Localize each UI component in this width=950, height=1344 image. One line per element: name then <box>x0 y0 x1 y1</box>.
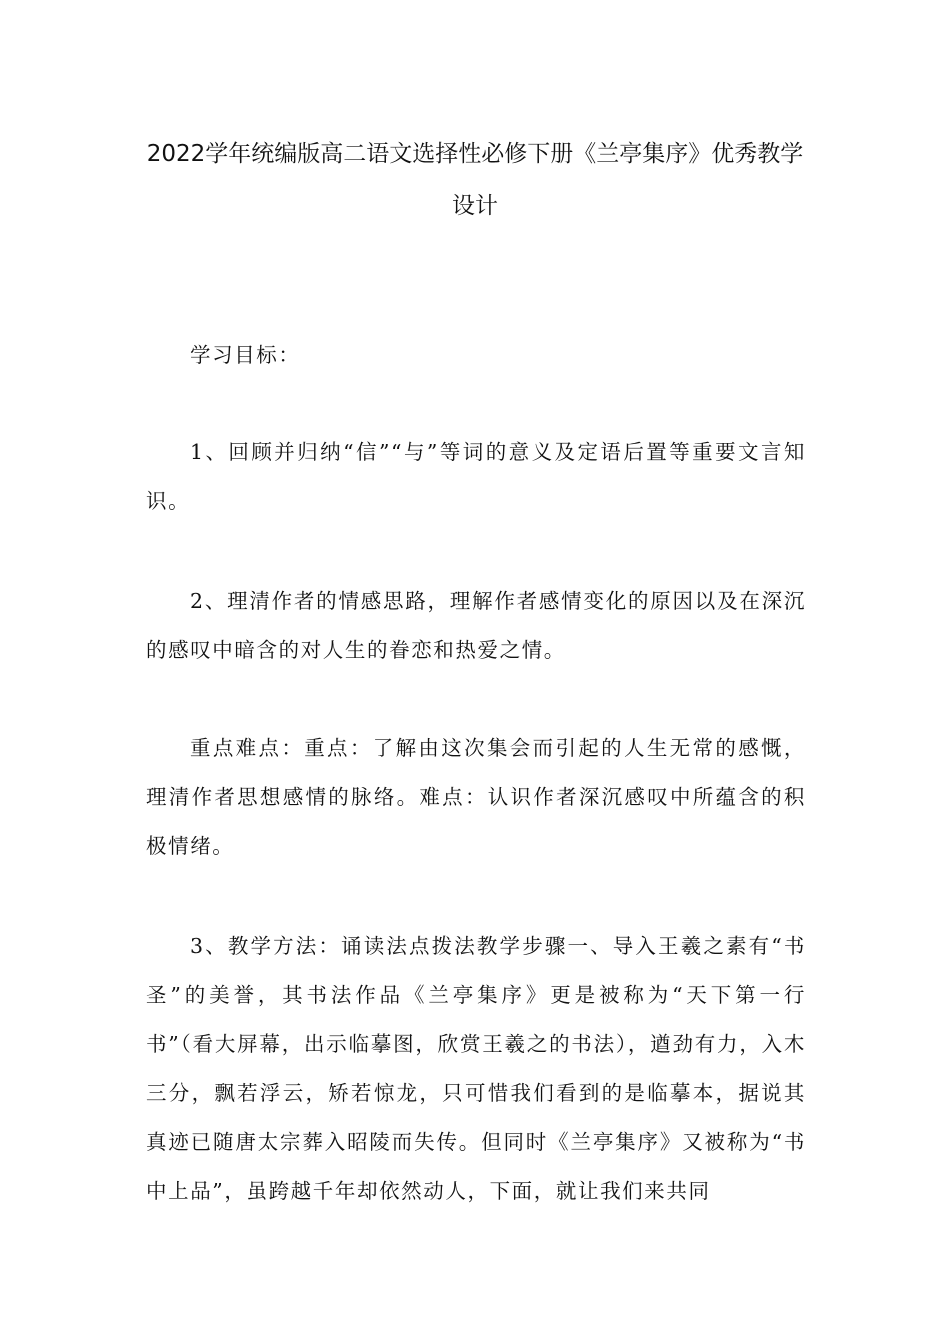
objective-1-paragraph: 1、回顾并归纳“信”“与”等词的意义及定语后置等重要文言知识。 <box>146 440 806 513</box>
key-points-paragraph: 重点难点：重点：了解由这次集会而引起的人生无常的感慨，理清作者思想感情的脉络。难点：认识作者深沉感叹中所蕴含的积极情绪。 <box>146 736 806 858</box>
objectives-heading: 学习目标： <box>190 343 301 367</box>
objective-2-paragraph: 2、理清作者的情感思路，理解作者感情变化的原因以及在深沉的感叹中暗含的对人生的眷恋和热爱之情。 <box>146 589 806 662</box>
teaching-method-paragraph: 3、教学方法：诵读法点拨法教学步骤一、导入王羲之素有“书圣”的美誉，其书法作品《兰亭集序》更是被称为“天下第一行书”（看大屏幕，出示临摹图，欣赏王羲之的书法），遒劲有力，入木三分，飘若浮云，矫若惊龙，只可惜我们看到的是临摹本，据说其真迹已随唐太宗葬入昭陵而失传。但同时《兰亭集序》又被称为“书中上品”，虽跨越千年却依然动人，下面，就让我们来共同 <box>146 934 806 1203</box>
document-title <box>140 128 810 232</box>
title-line-1: 2022学年统编版高二语文选择性必修下册《兰亭集序》优秀教学 <box>146 141 804 167</box>
title-line-2: 设计 <box>452 193 498 219</box>
